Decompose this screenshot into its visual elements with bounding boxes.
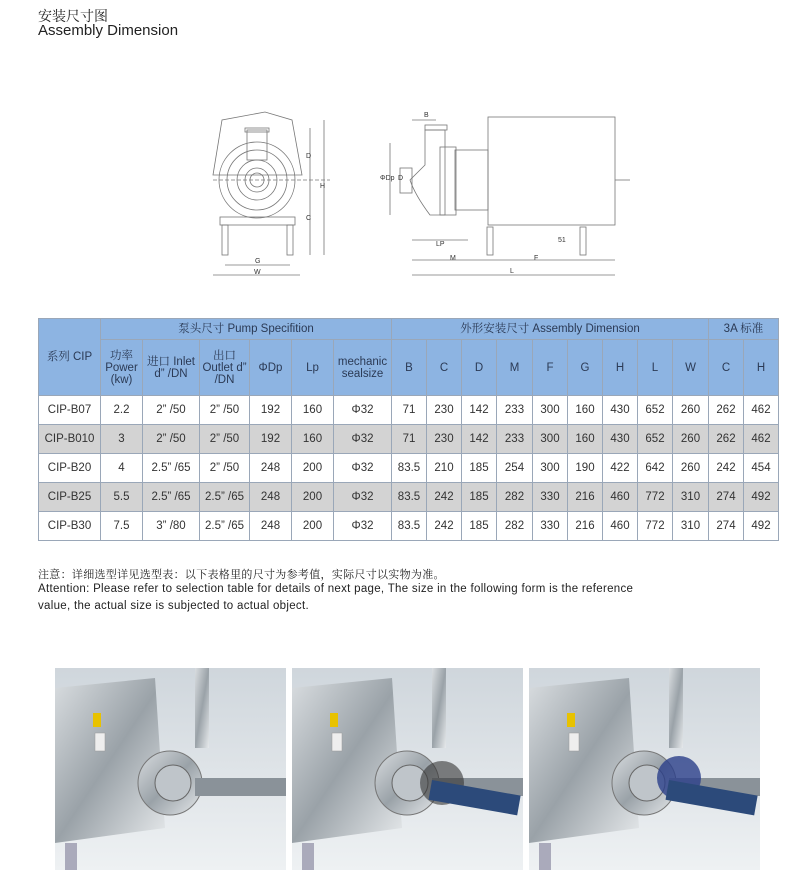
label-M: M bbox=[450, 255, 456, 262]
table-cell: 233 bbox=[497, 396, 533, 425]
table-cell: 216 bbox=[568, 512, 603, 541]
table-cell: 330 bbox=[533, 483, 568, 512]
table-row bbox=[39, 396, 779, 425]
table-cell: 422 bbox=[603, 454, 638, 483]
table-cell: 142 bbox=[462, 396, 497, 425]
header-3a: 3A 标准 bbox=[709, 319, 779, 340]
model-cell: CIP-B07 bbox=[39, 396, 101, 425]
table-cell: 185 bbox=[462, 483, 497, 512]
table-cell: 300 bbox=[533, 454, 568, 483]
label-LP: LP bbox=[436, 241, 445, 248]
table-cell: 310 bbox=[673, 512, 709, 541]
table-cell: 7.5 bbox=[101, 512, 143, 541]
table-cell: 192 bbox=[250, 396, 292, 425]
table-cell: 71 bbox=[392, 425, 427, 454]
table-cell: 192 bbox=[250, 425, 292, 454]
table-cell: 83.5 bbox=[392, 512, 427, 541]
column-header: W bbox=[673, 340, 709, 396]
column-header: C bbox=[427, 340, 462, 396]
title-cn: 安装尺寸图 bbox=[38, 9, 108, 25]
table-cell: 462 bbox=[744, 425, 779, 454]
table-cell: 2” /50 bbox=[200, 454, 250, 483]
table-cell: 142 bbox=[462, 425, 497, 454]
model-cell: CIP-B30 bbox=[39, 512, 101, 541]
column-header: D bbox=[462, 340, 497, 396]
label-G: G bbox=[255, 258, 261, 265]
label-Dp: ΦDp bbox=[380, 175, 395, 182]
table-cell: 242 bbox=[427, 512, 462, 541]
table-cell: 430 bbox=[603, 425, 638, 454]
label-L: L bbox=[510, 268, 514, 275]
table-cell: 248 bbox=[250, 483, 292, 512]
table-cell: 242 bbox=[427, 483, 462, 512]
table-cell: 274 bbox=[709, 512, 744, 541]
table-cell: 71 bbox=[392, 396, 427, 425]
table-cell: 262 bbox=[709, 396, 744, 425]
table-cell: 2” /50 bbox=[200, 425, 250, 454]
note-en-1: Attention: Please refer to selection table for details of next page, The size in the following form is the reference bbox=[38, 583, 634, 595]
label-C: C bbox=[306, 215, 312, 222]
table-row bbox=[39, 512, 779, 541]
table-cell: 492 bbox=[744, 483, 779, 512]
table-cell: 652 bbox=[638, 396, 673, 425]
table-cell: Φ32 bbox=[334, 396, 392, 425]
table-cell: 460 bbox=[603, 512, 638, 541]
table-cell: 248 bbox=[250, 454, 292, 483]
label-W: W bbox=[254, 269, 261, 276]
front-view bbox=[213, 112, 330, 275]
table-cell: 310 bbox=[673, 483, 709, 512]
column-header: 出口 Outlet d” /DN bbox=[200, 340, 250, 396]
assembly-diagram bbox=[200, 100, 640, 290]
table-row bbox=[39, 454, 779, 483]
table-cell: 2.5” /65 bbox=[200, 512, 250, 541]
table-cell: 492 bbox=[744, 512, 779, 541]
pump-photo-2 bbox=[292, 668, 523, 870]
table-cell: 642 bbox=[638, 454, 673, 483]
table-cell: 83.5 bbox=[392, 483, 427, 512]
table-cell: 248 bbox=[250, 512, 292, 541]
table-cell: 282 bbox=[497, 483, 533, 512]
table-cell: 160 bbox=[568, 396, 603, 425]
table-cell: 216 bbox=[568, 483, 603, 512]
table-cell: 242 bbox=[709, 454, 744, 483]
column-header: F bbox=[533, 340, 568, 396]
column-header: C bbox=[709, 340, 744, 396]
header-series: 系列 CIP bbox=[39, 319, 101, 396]
column-header: mechanic sealsize bbox=[334, 340, 392, 396]
column-header: G bbox=[568, 340, 603, 396]
table-cell: 262 bbox=[709, 425, 744, 454]
table-cell: 230 bbox=[427, 425, 462, 454]
table-cell: Φ32 bbox=[334, 483, 392, 512]
column-header: L bbox=[638, 340, 673, 396]
table-cell: 200 bbox=[292, 512, 334, 541]
table-cell: 160 bbox=[292, 425, 334, 454]
table-cell: 160 bbox=[568, 425, 603, 454]
table-cell: 260 bbox=[673, 425, 709, 454]
dimension-table bbox=[38, 318, 779, 541]
label-D: D bbox=[306, 153, 312, 160]
table-cell: 2.5” /65 bbox=[143, 483, 200, 512]
column-header: H bbox=[744, 340, 779, 396]
table-cell: 254 bbox=[497, 454, 533, 483]
table-cell: 772 bbox=[638, 512, 673, 541]
table-cell: 230 bbox=[427, 396, 462, 425]
label-D-side: D bbox=[398, 175, 404, 182]
table-cell: 652 bbox=[638, 425, 673, 454]
table-cell: 454 bbox=[744, 454, 779, 483]
pump-photo-1 bbox=[55, 668, 286, 870]
label-B: B bbox=[424, 112, 429, 119]
table-cell: 2.5” /65 bbox=[200, 483, 250, 512]
table-cell: 210 bbox=[427, 454, 462, 483]
table-cell: 83.5 bbox=[392, 454, 427, 483]
table-cell: 274 bbox=[709, 483, 744, 512]
table-cell: 185 bbox=[462, 512, 497, 541]
table-cell: Φ32 bbox=[334, 425, 392, 454]
table-cell: 200 bbox=[292, 454, 334, 483]
table-cell: 185 bbox=[462, 454, 497, 483]
model-cell: CIP-B20 bbox=[39, 454, 101, 483]
table-cell: 430 bbox=[603, 396, 638, 425]
table-cell: 260 bbox=[673, 396, 709, 425]
title-en: Assembly Dimension bbox=[38, 22, 179, 39]
table-cell: 282 bbox=[497, 512, 533, 541]
header-assembly: 外形安装尺寸 Assembly Dimension bbox=[392, 319, 709, 340]
table-cell: 300 bbox=[533, 396, 568, 425]
table-cell: 772 bbox=[638, 483, 673, 512]
column-header: ΦDp bbox=[250, 340, 292, 396]
table-cell: 3 bbox=[101, 425, 143, 454]
column-header: H bbox=[603, 340, 638, 396]
table-cell: 460 bbox=[603, 483, 638, 512]
note-cn: 注意：详细选型详见选型表：以下表格里的尺寸为参考值，实际尺寸以实物为准。 bbox=[38, 568, 445, 581]
column-header: Lp bbox=[292, 340, 334, 396]
table-cell: 462 bbox=[744, 396, 779, 425]
table-cell: 190 bbox=[568, 454, 603, 483]
table-row bbox=[39, 483, 779, 512]
table-row bbox=[39, 425, 779, 454]
table-cell: 2” /50 bbox=[200, 396, 250, 425]
table-cell: 2” /50 bbox=[143, 396, 200, 425]
table-cell: Φ32 bbox=[334, 454, 392, 483]
pump-photo-3 bbox=[529, 668, 760, 870]
table-cell: 2” /50 bbox=[143, 425, 200, 454]
model-cell: CIP-B010 bbox=[39, 425, 101, 454]
column-header: 功率 Power (kw) bbox=[101, 340, 143, 396]
label-F: F bbox=[534, 255, 539, 262]
label-51: 51 bbox=[558, 237, 566, 244]
table-cell: 200 bbox=[292, 483, 334, 512]
table-cell: 160 bbox=[292, 396, 334, 425]
note-en-2: value, the actual size is subjected to actual object. bbox=[38, 600, 309, 612]
table-cell: 5.5 bbox=[101, 483, 143, 512]
table-cell: 260 bbox=[673, 454, 709, 483]
table-cell: 2.2 bbox=[101, 396, 143, 425]
table-cell: 2.5” /65 bbox=[143, 454, 200, 483]
column-header: M bbox=[497, 340, 533, 396]
table-cell: 3” /80 bbox=[143, 512, 200, 541]
side-view bbox=[390, 117, 630, 275]
model-cell: CIP-B25 bbox=[39, 483, 101, 512]
column-header: B bbox=[392, 340, 427, 396]
table-cell: Φ32 bbox=[334, 512, 392, 541]
table-cell: 330 bbox=[533, 512, 568, 541]
header-pump: 泵头尺寸 Pump Specifition bbox=[101, 319, 392, 340]
column-header: 进口 Inlet d” /DN bbox=[143, 340, 200, 396]
table-cell: 4 bbox=[101, 454, 143, 483]
label-H: H bbox=[320, 183, 326, 190]
table-cell: 233 bbox=[497, 425, 533, 454]
table-cell: 300 bbox=[533, 425, 568, 454]
